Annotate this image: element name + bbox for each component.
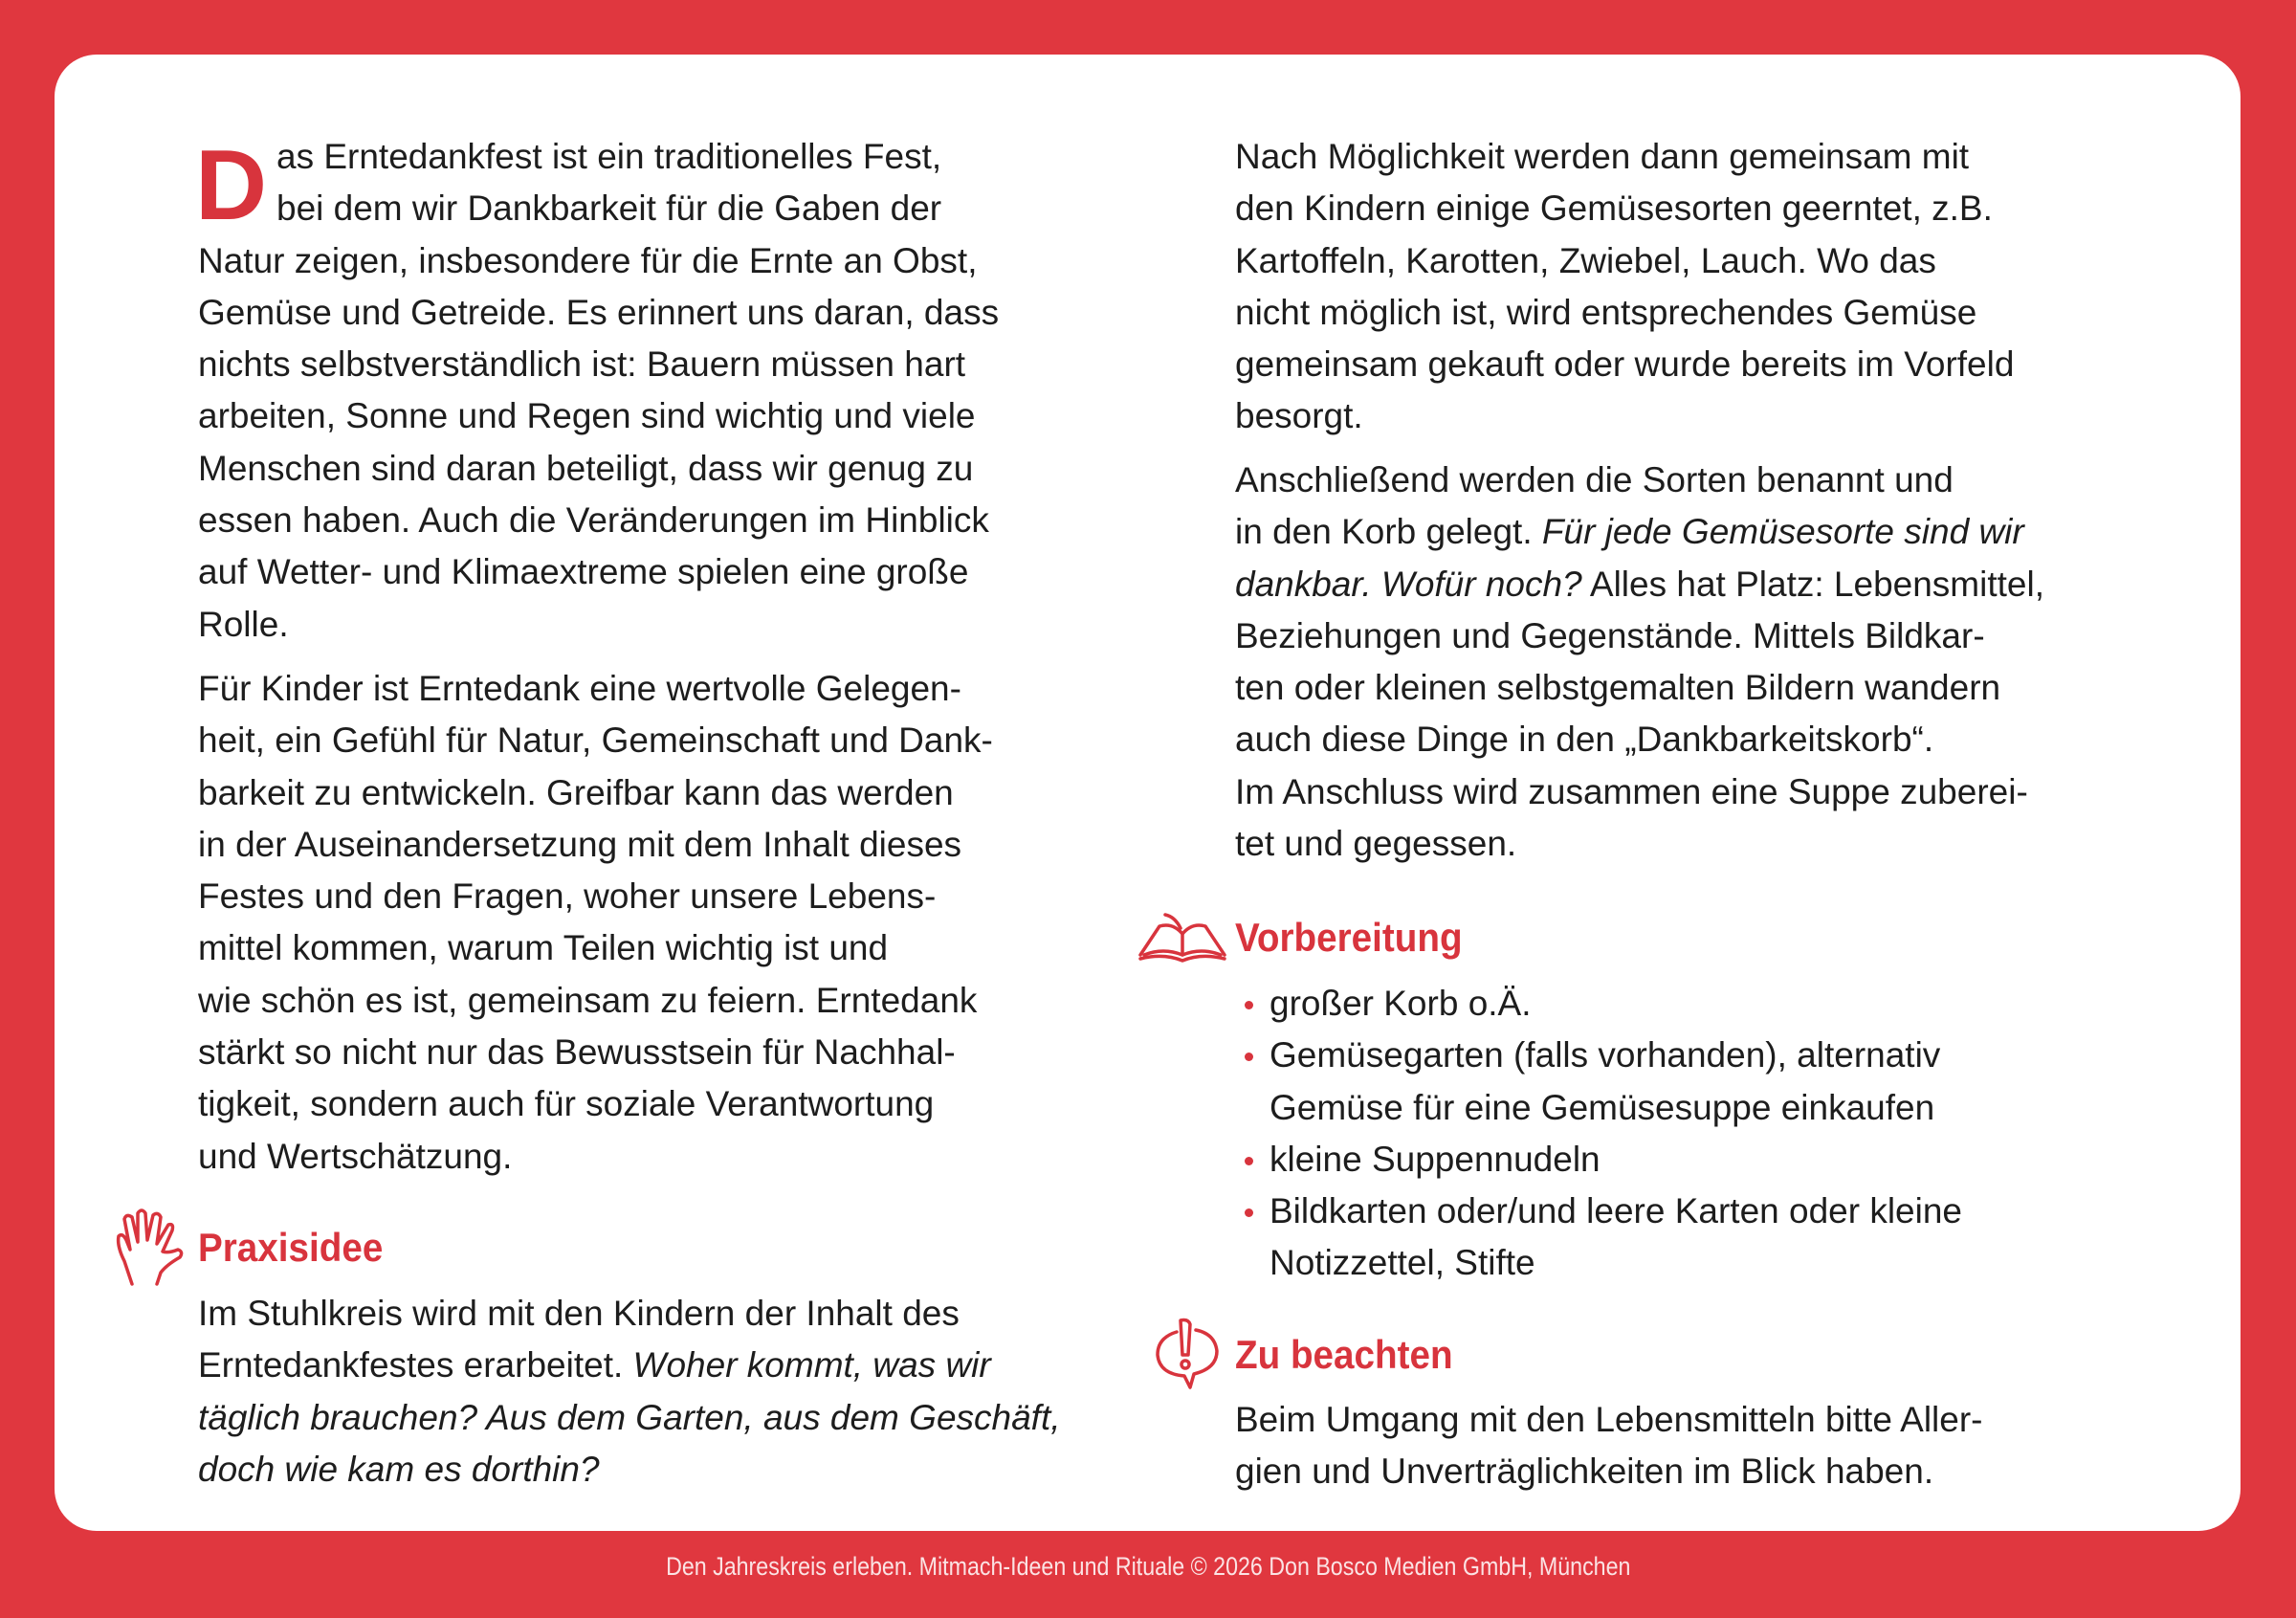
text-segment: nicht möglich ist, wird entsprechendes Gemüse: [1235, 292, 1977, 332]
text-segment: essen haben. Auch die Veränderungen im Hinblick: [198, 500, 989, 541]
footer-text: Den Jahreskreis erleben. Mitmach-Ideen und Rituale © 2026 Don Bosco Medien GmbH, München: [665, 1552, 1631, 1581]
praxisidee-heading: Praxisidee: [198, 1225, 384, 1270]
text-segment: tigkeit, sondern auch für soziale Verantwortung: [198, 1084, 935, 1124]
text-segment: Gemüse und Getreide. Es erinnert uns daran, dass: [198, 292, 1000, 332]
text-segment: barkeit zu entwickeln. Greifbar kann das werden: [198, 772, 954, 812]
text-segment: den Kindern einige Gemüsesorten geerntet, z.B.: [1235, 188, 1993, 229]
text-line: [1235, 1446, 1982, 1497]
list-item-line: Gemüse für eine Gemüsesuppe einkaufen: [1269, 1087, 1935, 1127]
text-segment: arbeiten, Sonne und Regen sind wichtig und viele: [198, 396, 976, 436]
text-line: [198, 1340, 1061, 1391]
text-line: [1235, 714, 2044, 765]
list-item-line: Gemüsegarten (falls vorhanden), alternativ: [1269, 1035, 1941, 1075]
text-line: [1235, 287, 2014, 339]
hand-icon: [111, 1208, 188, 1288]
zu-beachten-heading: Zu beachten: [1235, 1332, 1453, 1377]
vorbereitung-heading: Vorbereitung: [1235, 915, 1463, 960]
text-segment: in der Auseinandersetzung mit dem Inhalt dieses: [198, 824, 962, 864]
text-segment: Für Kinder ist Erntedank eine wertvolle Gelegen-: [198, 669, 961, 708]
text-line: [1235, 235, 2014, 287]
text-segment: mittel kommen, warum Teilen wichtig ist und: [198, 928, 889, 968]
text-segment: as Erntedankfest ist ein traditionelles Fest,: [276, 137, 942, 176]
italic-text: doch wie kam es dorthin?: [198, 1449, 600, 1489]
speech-bubble-exclamation-icon: [1152, 1317, 1225, 1391]
intro-paragraph: [198, 131, 999, 651]
list-item: [1245, 1030, 1962, 1134]
kinder-paragraph: [198, 663, 993, 1183]
list-item-line: Notizzettel, Stifte: [1269, 1243, 1535, 1283]
text-segment: bei dem wir Dankbarkeit für die Gaben der: [276, 188, 942, 229]
text-segment: besorgt.: [1235, 396, 1363, 436]
text-line: [198, 1288, 1061, 1340]
text-line: [1235, 131, 2014, 183]
text-line: [1235, 454, 2044, 506]
text-line: [198, 390, 999, 442]
text-line: [1235, 183, 2014, 234]
text-segment: nichts selbstverständlich ist: Bauern müssen hart: [198, 344, 966, 385]
text-line: [198, 767, 993, 819]
italic-text: Woher kommt, was wir: [632, 1345, 991, 1385]
text-segment: Rolle.: [198, 604, 289, 644]
text-line: [198, 715, 993, 766]
text-segment: auch diese Dinge in den „Dankbarkeitskorb“.: [1235, 720, 1934, 760]
list-item-line: großer Korb o.Ä.: [1269, 984, 1532, 1023]
text-segment: tet und gegessen.: [1235, 824, 1517, 864]
text-line: [198, 1027, 993, 1078]
text-segment: Natur zeigen, insbesondere für die Ernte an Obst,: [198, 240, 978, 280]
list-item: [1245, 1186, 1962, 1290]
text-line: [1235, 766, 2044, 818]
vorbereitung-list: [1245, 978, 1962, 1290]
text-line: [198, 339, 999, 390]
text-segment: Alles hat Platz: Lebensmittel,: [1581, 564, 2044, 604]
text-line: [198, 131, 999, 183]
text-line: [198, 663, 993, 715]
footer-copyright: [0, 1552, 2296, 1582]
text-segment: Im Stuhlkreis wird mit den Kindern der Inhalt des: [198, 1294, 960, 1333]
list-item: [1245, 978, 1962, 1030]
text-line: [1235, 662, 2044, 714]
text-segment: gemeinsam gekauft oder wurde bereits im Vorfeld: [1235, 344, 2015, 385]
text-line: [1235, 506, 2044, 558]
text-segment: in den Korb gelegt.: [1235, 512, 1542, 552]
text-segment: Im Anschluss wird zusammen eine Suppe zuberei-: [1235, 771, 2028, 811]
text-segment: Kartoffeln, Karotten, Zwiebel, Lauch. Wo das: [1235, 240, 1936, 280]
beachten-paragraph: [1235, 1394, 1982, 1498]
text-segment: auf Wetter- und Klimaextreme spielen eine große: [198, 552, 969, 592]
text-segment: Festes und den Fragen, woher unsere Lebens-: [198, 876, 937, 917]
text-line: [1235, 1394, 1982, 1446]
text-line: [198, 546, 999, 598]
text-line: [198, 1131, 993, 1183]
text-line: [1235, 818, 2044, 870]
text-line: [198, 599, 999, 651]
praxis-paragraph: [198, 1288, 1061, 1496]
text-line: [1235, 390, 2014, 442]
italic-text: täglich brauchen? Aus dem Garten, aus dem Geschäft,: [198, 1397, 1061, 1437]
text-segment: Anschließend werden die Sorten benannt und: [1235, 460, 1954, 499]
text-line: [198, 819, 993, 871]
text-line: [198, 235, 999, 287]
text-segment: heit, ein Gefühl für Natur, Gemeinschaft und Dank-: [198, 720, 993, 761]
text-segment: Menschen sind daran beteiligt, dass wir genug zu: [198, 448, 974, 488]
text-segment: ten oder kleinen selbstgemalten Bildern wandern: [1235, 668, 2001, 708]
text-line: [198, 183, 999, 234]
text-line: [198, 1078, 993, 1130]
text-segment: stärkt so nicht nur das Bewusstsein für Nachhal-: [198, 1032, 956, 1073]
text-line: [198, 922, 993, 974]
list-item-line: Bildkarten oder/und leere Karten oder kleine: [1269, 1191, 1963, 1231]
text-line: [198, 975, 993, 1027]
text-segment: Beziehungen und Gegenstände. Mittels Bildkar-: [1235, 615, 1985, 655]
text-segment: wie schön es ist, gemeinsam zu feiern. Erntedank: [198, 980, 978, 1020]
text-segment: Beim Umgang mit den Lebensmitteln bitte Aller-: [1235, 1400, 1983, 1439]
text-line: [198, 287, 999, 339]
text-segment: Erntedankfestes erarbeitet.: [198, 1345, 633, 1385]
ernte-paragraph: [1235, 131, 2014, 443]
text-line: [198, 495, 999, 546]
text-line: [198, 1392, 1061, 1444]
drop-cap: D: [195, 130, 268, 241]
text-line: [1235, 339, 2014, 390]
list-item: [1245, 1134, 1962, 1186]
text-line: [198, 443, 999, 495]
text-line: [198, 871, 993, 922]
korb-paragraph: [1235, 454, 2044, 870]
text-line: [198, 1444, 1061, 1496]
italic-text: Für jede Gemüsesorte sind wir: [1541, 512, 2024, 552]
text-segment: Nach Möglichkeit werden dann gemeinsam mit: [1235, 137, 1970, 176]
open-book-icon: [1137, 911, 1228, 963]
list-item-line: kleine Suppennudeln: [1269, 1139, 1601, 1179]
text-segment: und Wertschätzung.: [198, 1136, 513, 1176]
text-line: [1235, 559, 2044, 610]
italic-text: dankbar. Wofür noch?: [1235, 564, 1582, 604]
text-line: [1235, 610, 2044, 662]
text-segment: gien und Unverträglichkeiten im Blick haben.: [1235, 1452, 1934, 1492]
